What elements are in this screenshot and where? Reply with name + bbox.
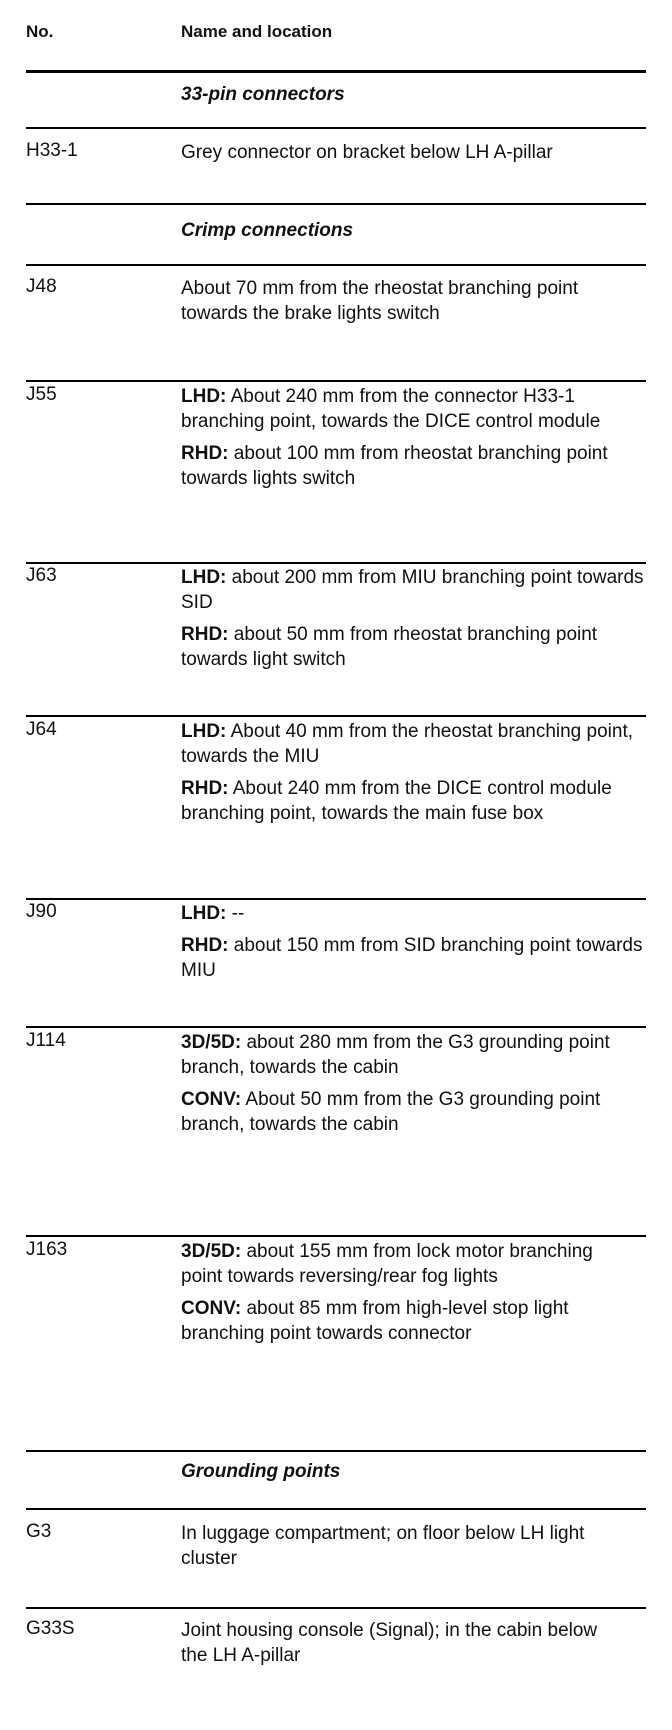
rhd-note <box>181 441 651 491</box>
row-divider <box>26 1026 646 1028</box>
lhd-label: LHD: <box>181 567 227 588</box>
row-description: In luggage compartment; on floor below LH light cluster <box>181 1523 585 1569</box>
row-code: J48 <box>26 276 57 297</box>
lhd-label: LHD: <box>181 903 227 924</box>
rhd-text: about 150 mm from SID branching point towards MIU <box>181 935 643 981</box>
lhd-note <box>181 565 651 615</box>
rhd-note <box>181 933 651 983</box>
row-description <box>181 901 651 990</box>
row-description <box>181 384 651 498</box>
row-code: G33S <box>26 1618 75 1639</box>
section-heading-grounding-points: Grounding points <box>181 1461 341 1482</box>
column-header-name-location: Name and location <box>181 22 333 41</box>
rhd-note <box>181 622 651 672</box>
rhd-label: RHD: <box>181 443 229 464</box>
conv-note <box>181 1296 621 1346</box>
lhd-text: About 240 mm from the connector H33-1 branching point, towards the DICE control module <box>181 386 601 432</box>
row-code: J114 <box>26 1030 66 1051</box>
column-header-no: No. <box>26 22 54 41</box>
3d5d-note <box>181 1030 621 1080</box>
lhd-note <box>181 384 651 434</box>
conv-text: About 50 mm from the G3 grounding point branch, towards the cabin <box>181 1089 601 1135</box>
rhd-text: about 100 mm from rheostat branching point towards lights switch <box>181 443 608 489</box>
row-divider <box>26 898 646 900</box>
row-code: H33-1 <box>26 140 78 161</box>
row-description: Grey connector on bracket below LH A-pillar <box>181 142 553 163</box>
table-header <box>0 0 672 70</box>
row-description: Joint housing console (Signal); in the cabin below the LH A-pillar <box>181 1620 598 1666</box>
row-divider <box>26 562 646 564</box>
3d5d-text: about 280 mm from the G3 grounding point branch, towards the cabin <box>181 1032 610 1078</box>
rhd-note <box>181 776 651 826</box>
lhd-text: -- <box>226 903 245 924</box>
conv-label: CONV: <box>181 1089 242 1110</box>
rhd-text: About 240 mm from the DICE control module branching point, towards the main fuse box <box>181 778 612 824</box>
lhd-text: about 200 mm from MIU branching point towards SID <box>181 567 644 613</box>
row-description: About 70 mm from the rheostat branching point towards the brake lights switch <box>181 278 579 324</box>
conv-note <box>181 1087 621 1137</box>
rhd-text: about 50 mm from rheostat branching point towards light switch <box>181 624 598 670</box>
3d5d-text: about 155 mm from lock motor branching point towards reversing/rear fog lights <box>181 1241 593 1287</box>
row-description <box>181 1239 621 1353</box>
row-divider <box>26 1607 646 1609</box>
3d5d-label: 3D/5D: <box>181 1032 242 1053</box>
row-code: J64 <box>26 719 57 740</box>
lhd-text: About 40 mm from the rheostat branching point, towards the MIU <box>181 721 634 767</box>
row-code: J163 <box>26 1239 68 1260</box>
row-divider <box>26 203 646 205</box>
row-divider <box>26 1235 646 1237</box>
row-divider <box>26 127 646 129</box>
row-divider <box>26 380 646 382</box>
row-divider <box>26 715 646 717</box>
row-divider <box>26 1508 646 1510</box>
row-code: G3 <box>26 1521 52 1542</box>
row-description <box>181 1030 621 1144</box>
3d5d-label: 3D/5D: <box>181 1241 242 1262</box>
lhd-note <box>181 719 651 769</box>
row-divider <box>26 1450 646 1452</box>
row-code: J55 <box>26 384 57 405</box>
row-code: J63 <box>26 565 57 586</box>
row-description <box>181 719 651 833</box>
row-description <box>181 565 651 679</box>
lhd-label: LHD: <box>181 386 227 407</box>
conv-label: CONV: <box>181 1298 242 1319</box>
rhd-label: RHD: <box>181 624 229 645</box>
section-heading-33-pin-connectors: 33-pin connectors <box>181 84 345 105</box>
conv-text: about 85 mm from high-level stop light branching point towards connector <box>181 1298 569 1344</box>
rhd-label: RHD: <box>181 778 229 799</box>
rhd-label: RHD: <box>181 935 229 956</box>
row-divider <box>26 264 646 266</box>
3d5d-note <box>181 1239 621 1289</box>
lhd-label: LHD: <box>181 721 227 742</box>
row-code: J90 <box>26 901 57 922</box>
lhd-note <box>181 901 651 926</box>
section-heading-crimp-connections: Crimp connections <box>181 220 354 241</box>
header-divider <box>26 70 646 73</box>
